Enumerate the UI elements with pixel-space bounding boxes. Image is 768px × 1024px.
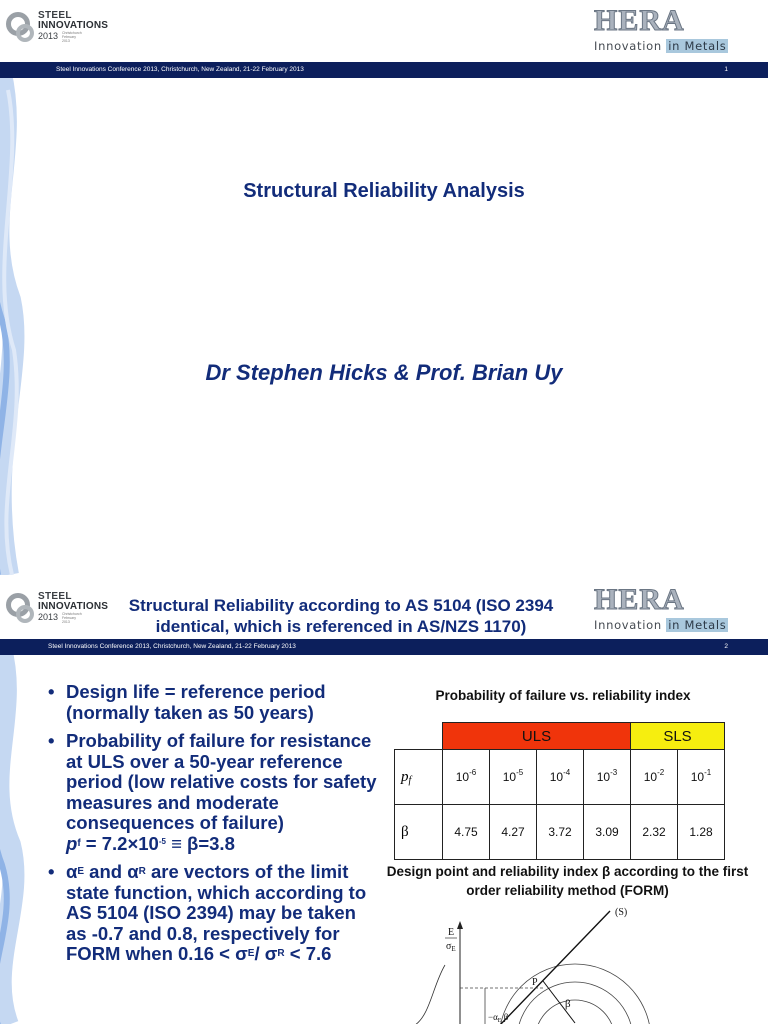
label-e: E xyxy=(448,927,455,938)
table-caption: Probability of failure vs. reliability index xyxy=(435,688,691,703)
table-header-row xyxy=(395,723,725,750)
pf-cell: $10^{-5}$ xyxy=(490,750,537,805)
row-label-pf: pf xyxy=(395,750,443,805)
pf-cell: $10^{-6}$ xyxy=(443,750,490,805)
conference-bar-text: Steel Innovations Conference 2013, Christchurch, New Zealand, 21-22 February 2013 xyxy=(48,643,296,650)
limit-state-line xyxy=(500,911,610,1024)
steel-innovations-logo xyxy=(6,8,109,48)
slide-authors: Dr Stephen Hicks & Prof. Brian Uy xyxy=(205,360,563,385)
beta-cell: 4.27 xyxy=(490,805,537,860)
label-s: (S) xyxy=(615,907,628,918)
logo-text-steel: STEEL xyxy=(38,591,72,602)
beta-cell: 3.09 xyxy=(584,805,631,860)
steel-innovations-logo xyxy=(6,589,109,629)
conference-bar xyxy=(0,639,768,655)
blue-swirl-decoration xyxy=(0,70,26,575)
table-row-pf xyxy=(395,750,725,805)
failure-probability-formula: pf = $7.2\times 10^{-5} \equiv \beta=3.8$ xyxy=(66,832,235,854)
conference-bar-text: Steel Innovations Conference 2013, Christchurch, New Zealand, 21-22 February 2013 xyxy=(56,66,304,73)
beta-cell: 2.32 xyxy=(631,805,678,860)
beta-cell: 3.72 xyxy=(537,805,584,860)
slide-2 xyxy=(0,575,768,1024)
logo-text-year: 2013 xyxy=(38,31,59,41)
logo-text-year: 2013 xyxy=(38,612,59,622)
bullet-alpha-vectors: • αE and αR are vectors of the limit state function, which according to AS 5104 (ISO 2394) may be taken as -0.7 and 0.8, respectively for FORM when 0.16 < σE/ σR < 7.6 xyxy=(48,861,367,964)
bullet-design-life: • Design life = reference period (normally taken as 50 years) xyxy=(48,681,326,723)
pf-cell: $10^{-2}$ xyxy=(631,750,678,805)
uls-header: ULS xyxy=(443,723,631,750)
reliability-table xyxy=(394,722,725,860)
hera-tagline: Innovation in Metals xyxy=(594,39,727,53)
diagram-caption: Design point and reliability index β according to the first order reliability method (FORM) xyxy=(386,864,749,898)
blue-swirl-decoration xyxy=(0,645,26,1024)
table-row-beta xyxy=(395,805,725,860)
label-sigma-e: $\sigma_E$ xyxy=(446,941,456,953)
logo-text-innovations: INNOVATIONS xyxy=(38,601,109,612)
axis-arrowhead xyxy=(457,921,463,929)
beta-cell: 4.75 xyxy=(443,805,490,860)
hera-wordmark: HERA xyxy=(594,583,685,616)
row-label-beta: β xyxy=(395,805,443,860)
logo-text-steel: STEEL xyxy=(38,10,72,21)
reliability-contour xyxy=(517,982,633,1024)
sls-header: SLS xyxy=(631,723,725,750)
conference-bar xyxy=(0,62,768,78)
pf-cell: $10^{-4}$ xyxy=(537,750,584,805)
pf-cell: $10^{-1}$ xyxy=(678,750,725,805)
label-p: P xyxy=(532,977,538,988)
reliability-contour xyxy=(535,1000,615,1024)
form-design-point-diagram xyxy=(405,905,735,1024)
slide-title: Structural Reliability Analysis xyxy=(243,180,525,202)
logo-text-location: Christchurch February 2013 xyxy=(62,31,82,43)
beta-cell: 1.28 xyxy=(678,805,725,860)
bullet-probability-of-failure: • Probability of failure for resistance at ULS over a 50-year reference period (low relative costs for safety measures and moderate consequences of failure) pf = $7.2\times 10^{-5} \equiv \beta=3.8$ xyxy=(48,730,377,854)
slide-title: Structural Reliability according to AS 5104 (ISO 2394 identical, which is referenced in AS/NZS 1170) xyxy=(128,596,554,636)
distribution-curve xyxy=(415,965,445,1024)
logo-text-innovations: INNOVATIONS xyxy=(38,20,109,31)
page-number: 2 xyxy=(724,643,728,650)
logo-text-location: Christchurch February 2013 xyxy=(62,612,82,624)
table-corner xyxy=(395,723,443,750)
hera-logo xyxy=(594,4,764,60)
hera-logo xyxy=(594,583,764,639)
page-number: 1 xyxy=(724,66,728,73)
label-alpha-e-beta: $-\alpha_E$ β xyxy=(488,1012,509,1024)
reliability-contour xyxy=(499,964,651,1024)
hera-wordmark: HERA xyxy=(594,4,685,37)
bullet-list xyxy=(48,682,378,973)
pf-cell: $10^{-3}$ xyxy=(584,750,631,805)
hera-tagline: Innovation in Metals xyxy=(594,618,727,632)
label-beta: β xyxy=(565,998,571,1010)
